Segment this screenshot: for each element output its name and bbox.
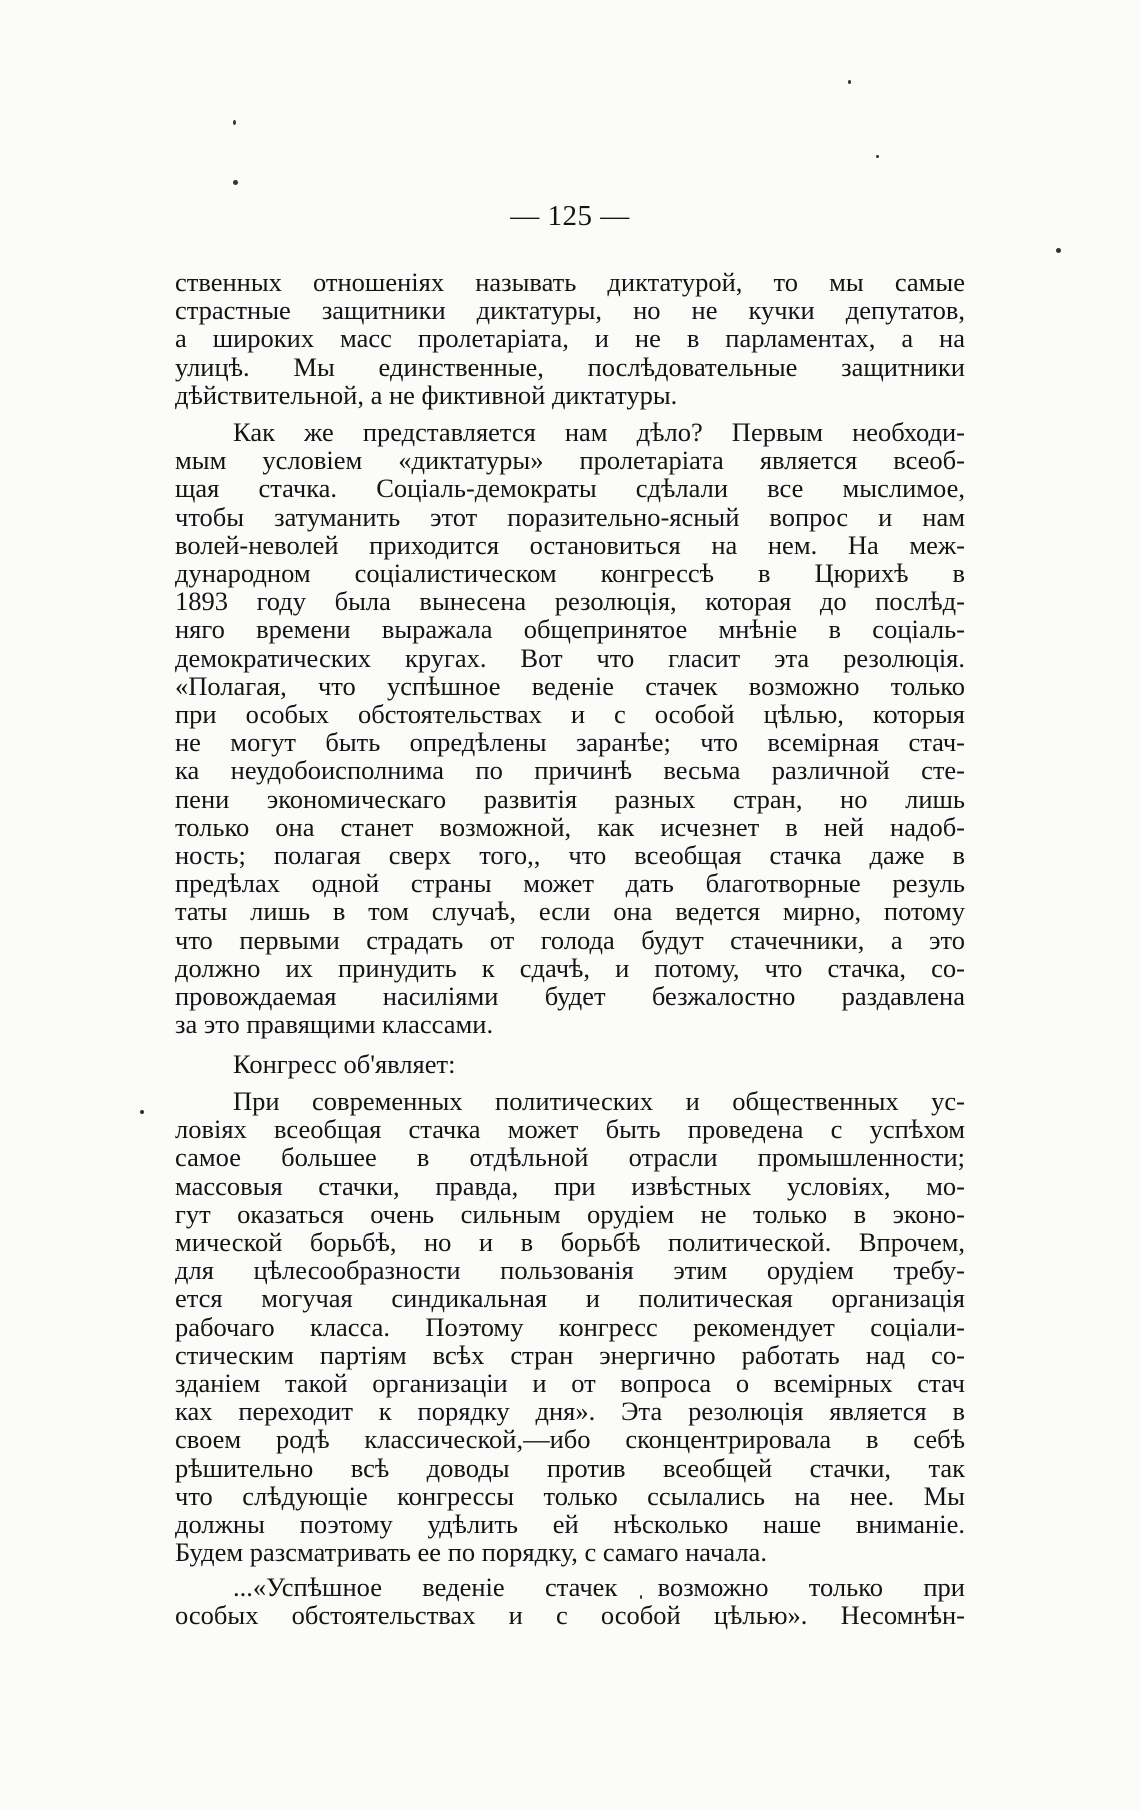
text-line: Будем разсматривать ее по порядку, с самаго начала. [175,1537,767,1568]
paragraph-2 [175,418,965,1038]
text-line: особых обстоятельствах и с особой цѣлью». Несомнѣн- [175,1600,965,1631]
text-line: за это правящими классами. [175,1009,494,1040]
text-line: должно их принудить к сдачѣ, и потому, что стачка, со- [175,952,965,983]
text-line: улицѣ. Мы единственные, послѣдовательные защитники [175,351,965,382]
text-line: страстные защитники диктатуры, но не кучки депутатов, [175,295,965,326]
text-line: ность; полагая сверх того,, что всеобщая стачка даже в [175,840,965,871]
text-line: не могут быть опредѣлены заранѣе; что всемірная стач- [175,727,965,758]
text-line: При современных политических и общественных ус- [233,1086,965,1116]
paragraph-1 [175,268,965,409]
text-line: щая стачка. Соціаль-демократы сдѣлали все мыслимое, [175,473,965,504]
text-line: ственных отношеніях называть диктатурой, то мы самые [175,267,965,297]
text-line: волей-неволей приходится остановиться на нем. На меж- [175,529,965,560]
scan-speck [1056,248,1061,253]
text-line: стическим партіям всѣх стран энергично работать над со- [175,1339,965,1370]
text-line: ...«Успѣшное веденіе стачек возможно только при [233,1572,965,1602]
text-line: что первыми страдать от голода будут стачечники, а это [175,924,965,955]
text-line: при особых обстоятельствах и с особой цѣлью, которыя [175,699,965,730]
paragraph-3 [175,1050,965,1078]
text-line: мым условіем «диктатуры» пролетаріата является всеоб- [175,445,965,476]
text-line: массовыя стачки, правда, при извѣстных условіях, мо- [175,1170,965,1201]
text-line: «Полагая, что успѣшное веденіе стачек возможно только [175,670,965,701]
text-line: должны поэтому удѣлить ей нѣсколько наше вниманіе. [175,1509,965,1540]
text-line: а широких масс пролетаріата, и не в парламентах, а на [175,323,965,354]
text-line: предѣлах одной страны может дать благотворные резуль [175,868,965,899]
scan-speck [233,180,238,185]
text-line: няго времени выражала общепринятое мнѣніе в соціаль- [175,614,965,645]
text-line: ется могучая синдикальная и политическая организація [175,1283,965,1314]
text-line: для цѣлесообразности пользованія этим орудіем требу- [175,1255,965,1286]
text-line: своем родѣ классической,—ибо сконцентрировала в себѣ [175,1424,965,1455]
text-line: рѣшительно всѣ доводы против всеобщей стачки, так [175,1452,965,1483]
text-line: чтобы затуманить этот поразительно-ясный вопрос и нам [175,501,965,532]
page-number: — 125 — [510,200,630,232]
text-line: Как же представляется нам дѣло? Первым необходи- [233,417,965,447]
text-line: что слѣдующіе конгрессы только ссылались на нее. Мы [175,1480,965,1511]
text-line: дународном соціалистическом конгрессѣ в Цюрихѣ в [175,558,965,589]
text-line: дѣйствительной, а не фиктивной диктатуры. [175,379,678,410]
text-line: Конгресс об'являет: [233,1049,456,1079]
scan-speck [876,155,879,158]
text-line: таты лишь в том случаѣ, если она ведется мирно, потому [175,896,965,927]
text-line: демократических кругах. Вот что гласит эта резолюція. [175,642,965,673]
text-line: зданіем такой организаціи и от вопроса о всемірных стач [175,1368,965,1399]
text-line: ках переходит к порядку дня». Эта резолюція является в [175,1396,965,1427]
text-line: мической борьбѣ, но и в борьбѣ политической. Впрочем, [175,1227,965,1258]
paragraph-4 [175,1087,965,1566]
text-line: 1893 году была вынесена резолюція, которая до послѣд- [175,586,965,617]
text-line: провождаемая насиліями будет безжалостно раздавлена [175,981,965,1012]
scan-speck [140,1110,144,1114]
paragraph-5 [175,1573,965,1629]
text-line: пени экономическаго развитія разных стран, но лишь [175,783,965,814]
scan-speck [848,80,851,84]
scan-speck [233,120,236,125]
text-line: гут оказаться очень сильным орудіем не только в эконо- [175,1198,965,1229]
text-line: ловіях всеобщая стачка может быть проведена с успѣхом [175,1114,965,1145]
text-line: ка неудобоисполнима по причинѣ весьма различной сте- [175,755,965,786]
text-line: рабочаго класса. Поэтому конгресс рекомендует соціали- [175,1311,965,1342]
text-line: самое большее в отдѣльной отрасли промышленности; [175,1142,965,1173]
text-line: только она станет возможной, как исчезнет в ней надоб- [175,811,965,842]
